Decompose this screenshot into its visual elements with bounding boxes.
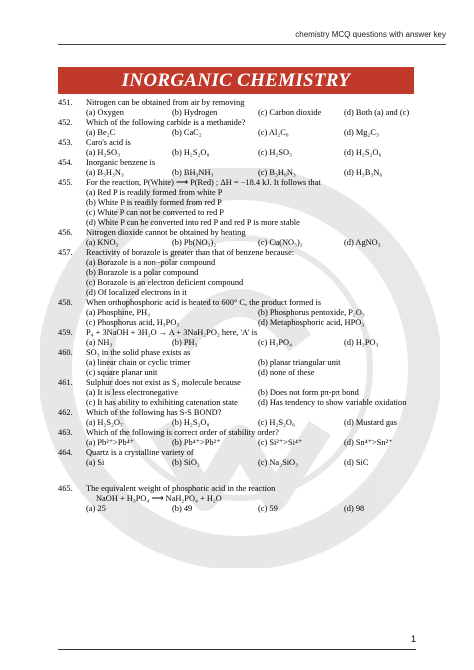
question-453 [58,138,430,158]
option-a: (a) Be₂C [86,128,116,137]
option-b: (b) PH₃ [172,338,198,347]
question-number: 463. [58,428,73,437]
question-text: Inorganic benzene is [86,158,156,167]
question-text: Caro's acid is [86,138,131,147]
option-c: (c) Na₂SiO₃ [258,458,299,467]
option-b: (b) Pb(NO₃)₂ [172,238,217,247]
option-c: (c) White P can not be converted to red P [86,208,224,217]
question-454 [58,158,430,178]
option-a: (a) Oxygen [86,108,124,117]
question-463 [58,428,430,448]
question-459 [58,328,430,348]
question-options [86,438,430,448]
option-d: (d) Mustard gas [344,418,398,427]
question-text: Sulphur does not exist as S₂ molecule because [86,378,241,387]
question-465 [58,484,430,514]
question-number: 454. [58,158,73,167]
question-list [58,98,430,514]
question-text: Which of the following is correct order of stability order? [86,428,279,437]
question-text: The equivalent weight of phosphoric acid in the reaction [86,484,276,493]
question-number: 456. [58,228,73,237]
question-option-row [86,198,430,208]
option-c: (c) H₂SO₅ [258,148,292,157]
option-c: (c) Carbon dioxide [258,108,322,117]
question-number: 458. [58,298,73,307]
option-b: (b) Pb⁴⁺>Pb²⁺ [172,438,221,447]
option-c: (c) H₂S₂O₆ [258,418,295,427]
question-option-row [86,258,430,268]
question-text: Nitrogen dioxide cannot be obtained by heating [86,228,246,237]
option-d: (d) Both (a) and (c) [344,108,410,117]
question-text: For the reaction, P(White) ⟶ P(Red) ; ΔH = −18.4 kJ. It follows that [86,178,321,187]
question-462 [58,408,430,428]
question-options [86,504,430,514]
question-option-row [86,278,430,288]
question-option-row [86,368,430,378]
section-title-banner: INORGANIC CHEMISTRY [58,67,414,94]
option-d: (d) White P can be converted into red P and red P is more stable [86,218,300,227]
footer-divider [58,649,416,650]
option-c: (c) Cu(NO₃)₂ [258,238,303,247]
question-455 [58,178,430,228]
option-a: (a) Pb²⁺>Pb⁴⁺ [86,438,135,447]
option-d: (d) H₂S₂O₆ [344,148,382,157]
question-options [86,168,430,178]
question-460 [58,348,430,378]
option-b: (b) White P is readily formed from red P [86,198,222,207]
option-a: (a) KNO₃ [86,238,119,247]
question-options [86,128,430,138]
question-option-row [86,288,430,298]
option-d: (d) Of localized electrons in it [86,288,187,297]
option-c: (c) Borazole is an electron deficient compound [86,278,244,287]
option-c: (c) Al₂C₆ [258,128,289,137]
option-d: (d) H₃PO₃ [344,338,379,347]
question-text: When orthophosphoric acid is heated to 600° C, the product formed is [86,298,322,307]
question-451 [58,98,430,118]
option-b: (b) H₂S₂O₈ [172,148,210,157]
option-d: (d) SiC [344,458,369,467]
option-c: (c) Si²⁺>Si⁴⁺ [258,438,303,447]
question-option-row [86,188,430,198]
option-a: (a) Borazole is a non−polar compound [86,258,216,267]
question-number: 459. [58,328,73,337]
option-d: (d) 98 [344,504,365,513]
question-number: 457. [58,248,73,257]
question-number: 455. [58,178,73,187]
question-option-row [86,208,430,218]
option-b: (b) BH₃NH₃ [172,168,214,177]
option-a: (a) linear chain or cyclic trimer [86,358,191,367]
question-option-row [86,388,430,398]
question-options [86,418,430,428]
option-a: (a) NH₃ [86,338,113,347]
option-a: (a) Phosphine, PH₃ [86,308,151,317]
question-option-row [86,318,430,328]
question-options [86,148,430,158]
question-text: Which of the following has S-S BOND? [86,408,222,417]
question-457 [58,248,430,298]
question-option-row [86,218,430,228]
option-b: (b) CaC₂ [172,128,202,137]
option-a: (a) H₂S₂O₇ [86,418,123,427]
option-c: (c) H₃PO₄ [258,338,292,347]
option-b: (b) Phosphorus pentoxide, P₂O₅ [258,308,365,317]
option-a: (a) H₂SO₃ [86,148,120,157]
option-d: (d) none of these [258,368,315,377]
question-number: 461. [58,378,73,387]
question-options [86,458,430,468]
question-number: 452. [58,118,73,127]
option-d: (d) H₃B₃N₆ [344,168,383,177]
question-text: SO₃ in the solid phase exists as [86,348,191,357]
page-header: chemistry MCQ questions with answer key [295,30,446,39]
header-divider [58,44,446,45]
option-c: (c) square planar unit [86,368,158,377]
option-a: (a) B₃H₃N₃ [86,168,124,177]
option-b: (b) SiO₂ [172,458,200,467]
option-d: (d) Metaphosphoric acid, HPO₃ [258,318,365,327]
option-a: (a) Si [86,458,105,467]
question-text: P₄ + 3NaOH + 3H₂O → A + 3NaH₂PO₂ here, 'A' is [86,328,258,337]
option-d: (d) Has tendency to show variable oxidation [258,398,407,407]
question-option-row [86,398,430,408]
reaction-equation: NaOH + H₃PO₄ ⟶ NaH₂PO₄ + H₂O [96,494,222,503]
option-a: (a) Red P is readily formed from white P [86,188,223,197]
question-number: 464. [58,448,73,457]
option-c: (c) 59 [258,504,278,513]
option-d: (d) AgNO₃ [344,238,381,247]
option-c: (c) Phosphorus acid, H₃PO₃ [86,318,180,327]
question-text: Nitrogen can be obtained from air by removing [86,98,245,107]
question-option-row [86,308,430,318]
question-number: 465. [58,484,73,493]
option-b: (b) 49 [172,504,193,513]
option-b: (b) H₂S₂O₈ [172,418,210,427]
question-options [86,108,430,118]
question-text: Quartz is a crystalline variety of [86,448,194,457]
question-number: 460. [58,348,73,357]
question-number: 451. [58,98,73,107]
option-c: (c) It has ability to exhibiting catenation state [86,398,238,407]
question-option-row [86,358,430,368]
page-number: 1 [410,634,416,644]
question-text: Reactivity of borazole is greater than that of benzene because: [86,248,295,257]
question-number: 462. [58,408,73,417]
option-b: (b) Hydrogen [172,108,218,117]
option-b: (b) planar triangular unit [258,358,341,367]
question-text: Which of the following carbide is a methanide? [86,118,246,127]
question-options [86,338,430,348]
option-b: (b) Borazole is a polar compound [86,268,199,277]
question-458 [58,298,430,328]
question-456 [58,228,430,248]
question-options [86,238,430,248]
option-c: (c) B₃H₆N₃ [258,168,296,177]
option-b: (b) Does not form pπ-pπ bond [258,388,359,397]
question-number: 453. [58,138,73,147]
question-464 [58,448,430,468]
option-d: (d) Mg₂C₃ [344,128,379,137]
question-452 [58,118,430,138]
spacer [58,468,430,484]
option-a: (a) 25 [86,504,106,513]
question-461 [58,378,430,408]
question-option-row [86,268,430,278]
option-a: (a) It is less electronegative [86,388,179,397]
option-d: (d) Sn⁴⁺>Sn²⁺ [344,438,393,447]
